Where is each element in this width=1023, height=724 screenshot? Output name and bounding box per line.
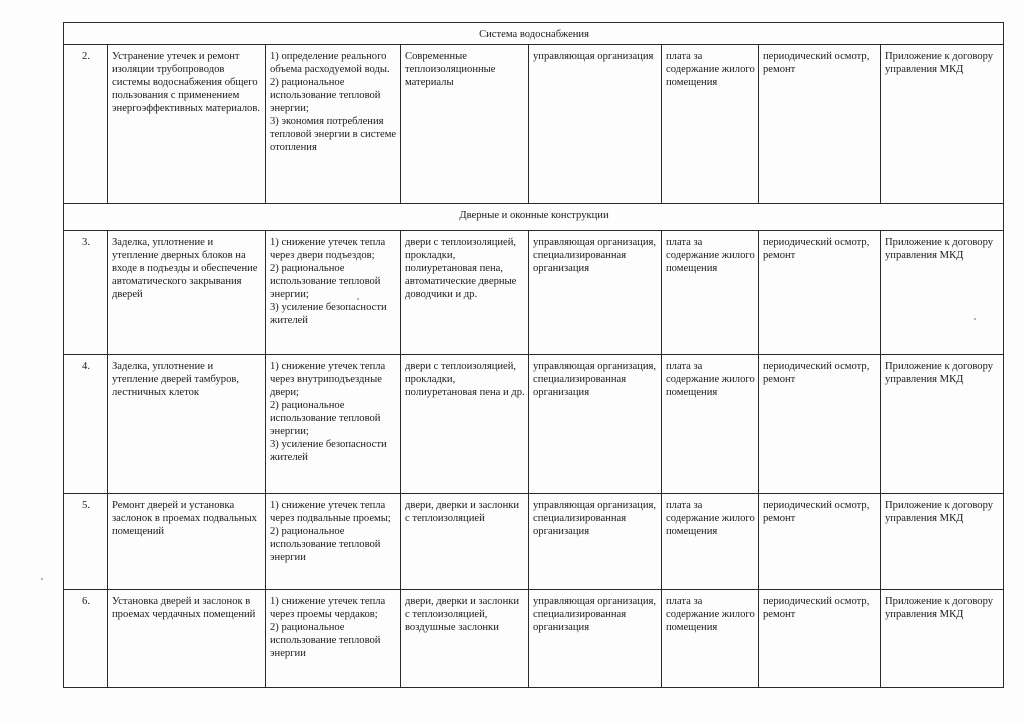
document-cell: Приложение к договору управления МКД — [885, 237, 994, 261]
measure-cell: Установка дверей и заслонок в проемах чердачных помещений — [112, 596, 256, 620]
materials-cell: двери с теплоизоляцией, прокладки, полиуретановая пена, автоматические дверные доводчики и др. — [405, 237, 517, 300]
executor-cell: управляющая организация, специализированная организация — [533, 237, 657, 274]
section-title: Система водоснабжения — [64, 23, 1004, 45]
row-number: 5. — [64, 494, 108, 590]
row-number: 6. — [64, 590, 108, 688]
effect-cell: 1) снижение утечек тепла через проемы чердаков; 2) рациональное использование тепловой энергии — [270, 596, 386, 659]
section-header-row — [64, 204, 1004, 231]
frequency-cell: периодический осмотр, ремонт — [763, 237, 870, 261]
table-row — [64, 45, 1004, 204]
frequency-cell: периодический осмотр, ремонт — [763, 361, 870, 385]
scan-speck — [357, 298, 359, 300]
document-cell: Приложение к договору управления МКД — [885, 361, 994, 385]
frequency-cell: периодический осмотр, ремонт — [763, 596, 870, 620]
document-cell: Приложение к договору управления МКД — [885, 500, 994, 524]
table-row — [64, 231, 1004, 355]
materials-cell: двери, дверки и заслонки с теплоизоляцией — [405, 500, 520, 524]
measure-cell: Ремонт дверей и установка заслонок в проемах подвальных помещений — [112, 500, 257, 537]
effect-cell: 1) определение реального объема расходуемой воды. 2) рациональное использование тепловой энергии; 3) экономия потребления тепловой энергии в системе отопления — [270, 51, 397, 153]
materials-cell: двери, дверки и заслонки с теплоизоляцией, воздушные заслонки — [405, 596, 520, 633]
scan-speck — [974, 318, 976, 320]
executor-cell: управляющая организация — [533, 51, 654, 62]
frequency-cell: периодический осмотр, ремонт — [763, 500, 870, 524]
materials-cell: двери с теплоизоляцией, прокладки, полиуретановая пена и др. — [405, 361, 525, 398]
measure-cell: Заделка, уплотнение и утепление дверей тамбуров, лестничных клеток — [112, 361, 240, 398]
document-cell: Приложение к договору управления МКД — [885, 51, 994, 75]
executor-cell: управляющая организация, специализированная организация — [533, 596, 657, 633]
executor-cell: управляющая организация, специализированная организация — [533, 500, 657, 537]
table-row — [64, 355, 1004, 494]
materials-cell: Современные теплоизоляционные материалы — [405, 51, 496, 88]
row-number: 2. — [64, 45, 108, 204]
funding-cell: плата за содержание жилого помещения — [666, 51, 755, 88]
measures-table — [63, 22, 1004, 688]
funding-cell: плата за содержание жилого помещения — [666, 596, 755, 633]
scan-speck — [41, 578, 43, 580]
measure-cell: Заделка, уплотнение и утепление дверных блоков на входе в подъезды и обеспечение автоматического закрывания дверей — [112, 237, 258, 300]
measure-cell: Устранение утечек и ремонт изоляции трубопроводов системы водоснабжения общего пользования с применением энергоэффективных материалов. — [112, 51, 261, 114]
row-number: 3. — [64, 231, 108, 355]
funding-cell: плата за содержание жилого помещения — [666, 500, 755, 537]
executor-cell: управляющая организация, специализированная организация — [533, 361, 657, 398]
funding-cell: плата за содержание жилого помещения — [666, 361, 755, 398]
table-row — [64, 494, 1004, 590]
section-title: Дверные и оконные конструкции — [64, 204, 1004, 231]
table-row — [64, 590, 1004, 688]
effect-cell: 1) снижение утечек тепла через двери подъездов; 2) рациональное использование тепловой энергии; 3) усиление безопасности жителей — [270, 237, 387, 326]
effect-cell: 1) снижение утечек тепла через внутриподъездные двери; 2) рациональное использование тепловой энергии; 3) усиление безопасности жителей — [270, 361, 387, 463]
section-header-row — [64, 23, 1004, 45]
row-number: 4. — [64, 355, 108, 494]
funding-cell: плата за содержание жилого помещения — [666, 237, 755, 274]
frequency-cell: периодический осмотр, ремонт — [763, 51, 870, 75]
effect-cell: 1) снижение утечек тепла через подвальные проемы; 2) рациональное использование тепловой энергии — [270, 500, 391, 563]
document-cell: Приложение к договору управления МКД — [885, 596, 994, 620]
